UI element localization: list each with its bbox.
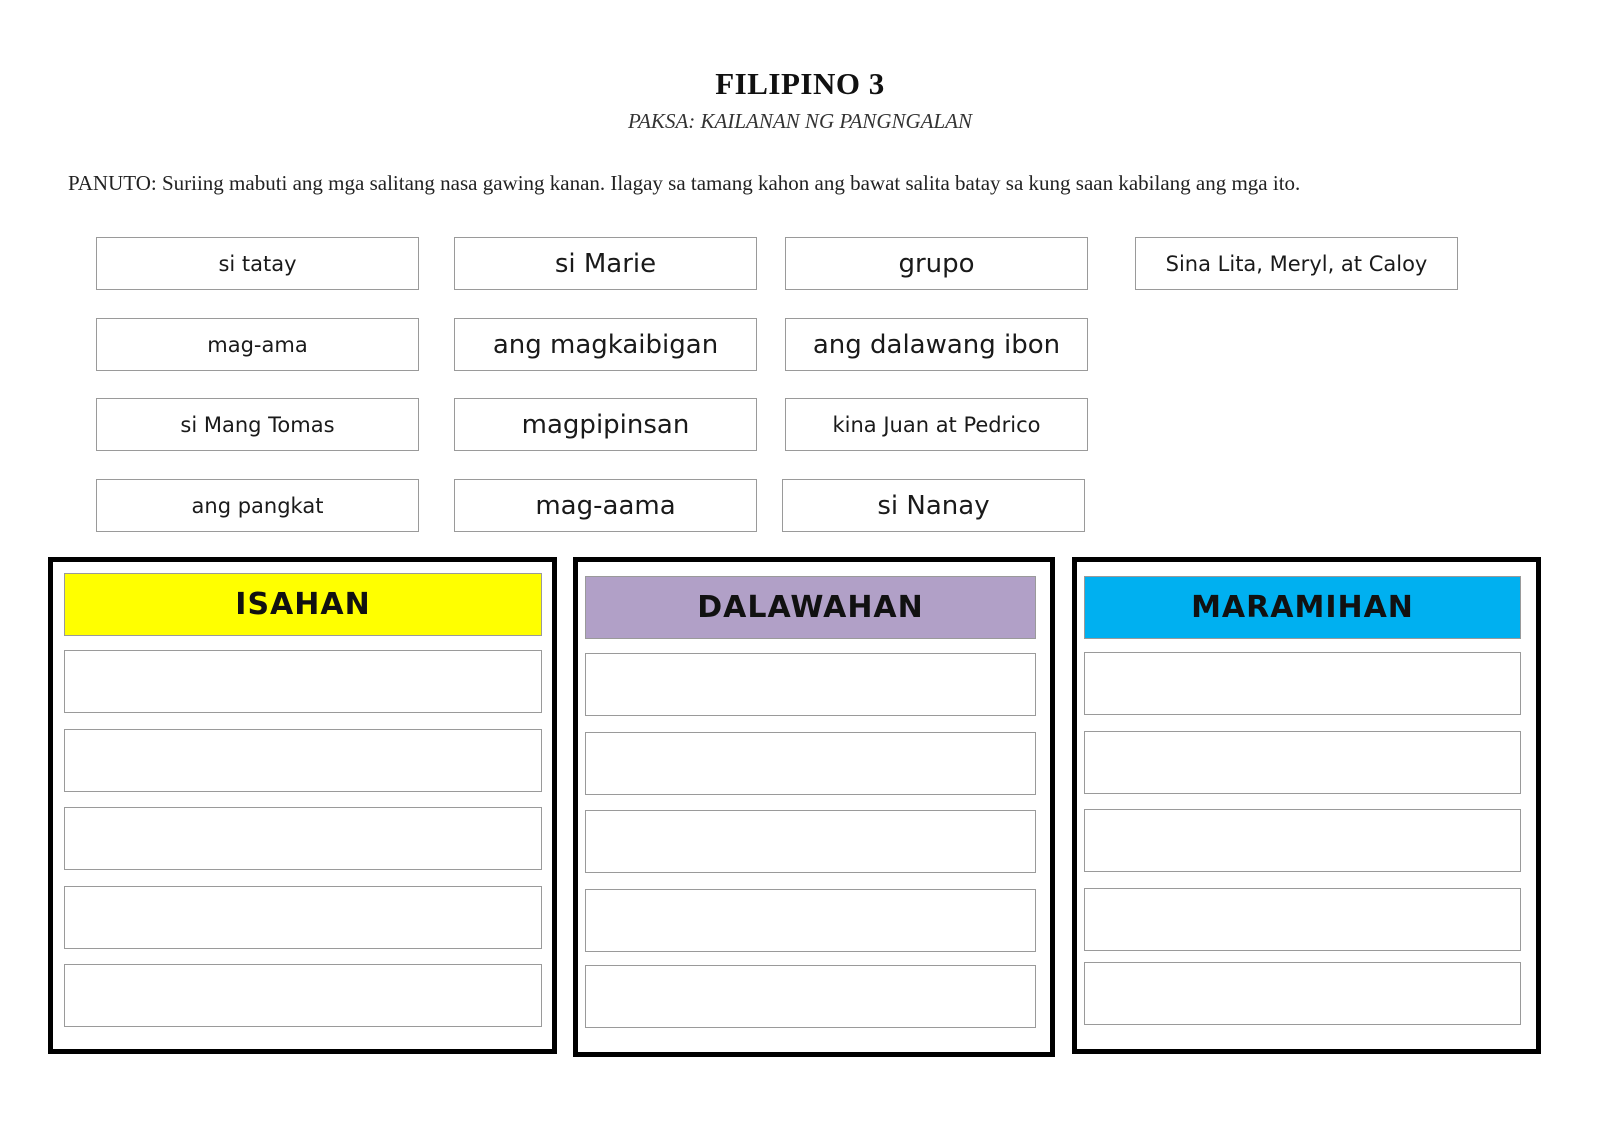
category-box-dalawahan [573,557,1055,1057]
drop-slot[interactable] [64,807,542,870]
page-title: FILIPINO 3 [715,66,885,101]
drop-slot[interactable] [1084,731,1521,794]
drop-slot[interactable] [1084,809,1521,872]
drop-slot[interactable] [1084,652,1521,715]
word-tile[interactable]: Sina Lita, Meryl, at Caloy [1135,237,1458,290]
word-tile[interactable]: si Mang Tomas [96,398,419,451]
drop-slot[interactable] [64,650,542,713]
word-tile[interactable]: magpipinsan [454,398,757,451]
topic-subtitle: PAKSA: KAILANAN NG PANGNGALAN [627,109,972,133]
drop-slot[interactable] [585,965,1036,1028]
category-box-maramihan [1072,557,1541,1054]
word-tile[interactable]: kina Juan at Pedrico [785,398,1088,451]
word-tile[interactable]: mag-ama [96,318,419,371]
word-tile[interactable]: si Nanay [782,479,1085,532]
word-tile[interactable]: si Marie [454,237,757,290]
instructions-text: PANUTO: Suriing mabuti ang mga salitang nasa gawing kanan. Ilagay sa tamang kahon ang bawat salita batay sa kung saan kabilang ang mga ito. [68,171,1301,195]
category-header-dalawahan: DALAWAHAN [585,576,1036,639]
word-tile[interactable]: ang pangkat [96,479,419,532]
word-tile[interactable]: grupo [785,237,1088,290]
word-tile[interactable]: ang magkaibigan [454,318,757,371]
word-tile[interactable]: si tatay [96,237,419,290]
word-tile[interactable]: ang dalawang ibon [785,318,1088,371]
category-header-isahan: ISAHAN [64,573,542,636]
drop-slot[interactable] [585,889,1036,952]
drop-slot[interactable] [64,964,542,1027]
drop-slot[interactable] [585,810,1036,873]
drop-slot[interactable] [64,886,542,949]
category-header-maramihan: MARAMIHAN [1084,576,1521,639]
drop-slot[interactable] [585,653,1036,716]
drop-slot[interactable] [1084,962,1521,1025]
drop-slot[interactable] [585,732,1036,795]
word-tile[interactable]: mag-aama [454,479,757,532]
drop-slot[interactable] [64,729,542,792]
drop-slot[interactable] [1084,888,1521,951]
category-box-isahan [48,557,557,1054]
